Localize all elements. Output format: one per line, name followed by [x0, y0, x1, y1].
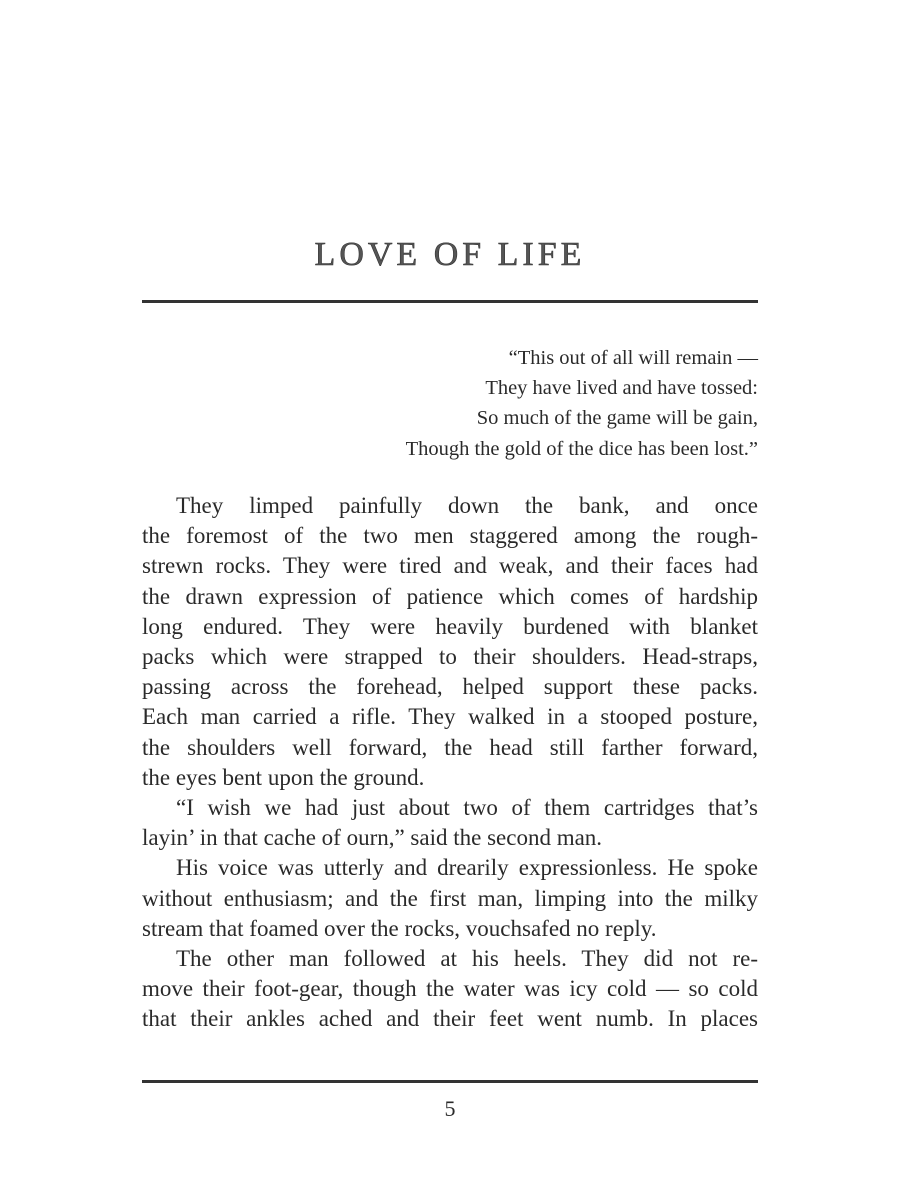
text-line: His voice was utterly and drearily expressionless. He spoke	[176, 855, 758, 881]
text-line: packs which were strapped to their shoulders. Head-straps,	[142, 644, 758, 670]
text-line: long endured. They were heavily burdened with blanket	[142, 613, 758, 639]
epigraph	[406, 343, 758, 464]
chapter-title: LOVE OF LIFE	[314, 236, 586, 273]
epigraph-line: So much of the game will be gain,	[476, 407, 758, 430]
text-line: the shoulders well forward, the head still farther forward,	[142, 734, 758, 760]
page-number: 5	[444, 1096, 456, 1121]
text-line: The other man followed at his heels. They did not re-	[176, 946, 758, 972]
text-line: “I wish we had just about two of them cartridges that’s	[176, 795, 758, 821]
text-line: the foremost of the two men staggered among the rough-	[142, 523, 758, 549]
epigraph-line: “This out of all will remain —	[508, 347, 758, 369]
epigraph-line: They have lived and have tossed:	[485, 377, 758, 400]
text-line: stream that foamed over the rocks, vouchsafed no reply.	[142, 915, 657, 941]
text-line: layin’ in that cache of ourn,” said the second man.	[142, 825, 603, 851]
epigraph-line: Though the gold of the dice has been lost.”	[405, 437, 758, 460]
text-line: that their ankles ached and their feet went numb. In places	[142, 1006, 758, 1032]
paragraph	[142, 853, 758, 944]
text-line: strewn rocks. They were tired and weak, and their faces had	[142, 553, 758, 579]
top-rule	[142, 300, 758, 303]
text-line: the eyes bent upon the ground.	[142, 764, 425, 790]
text-line: They limped painfully down the bank, and once	[176, 493, 758, 518]
text-line: Each man carried a rifle. They walked in a stooped posture,	[142, 704, 758, 730]
text-line: move their foot-gear, though the water was icy cold — so cold	[142, 976, 758, 1002]
text-line: without enthusiasm; and the first man, limping into the milky	[142, 885, 758, 911]
paragraph	[142, 944, 758, 1035]
text-line: the drawn expression of patience which comes of hardship	[142, 583, 758, 609]
paragraph	[142, 793, 758, 853]
paragraph	[142, 491, 758, 793]
text-line: passing across the forehead, helped support these packs.	[142, 674, 758, 700]
body-text	[142, 491, 758, 1035]
bottom-rule	[142, 1080, 758, 1083]
